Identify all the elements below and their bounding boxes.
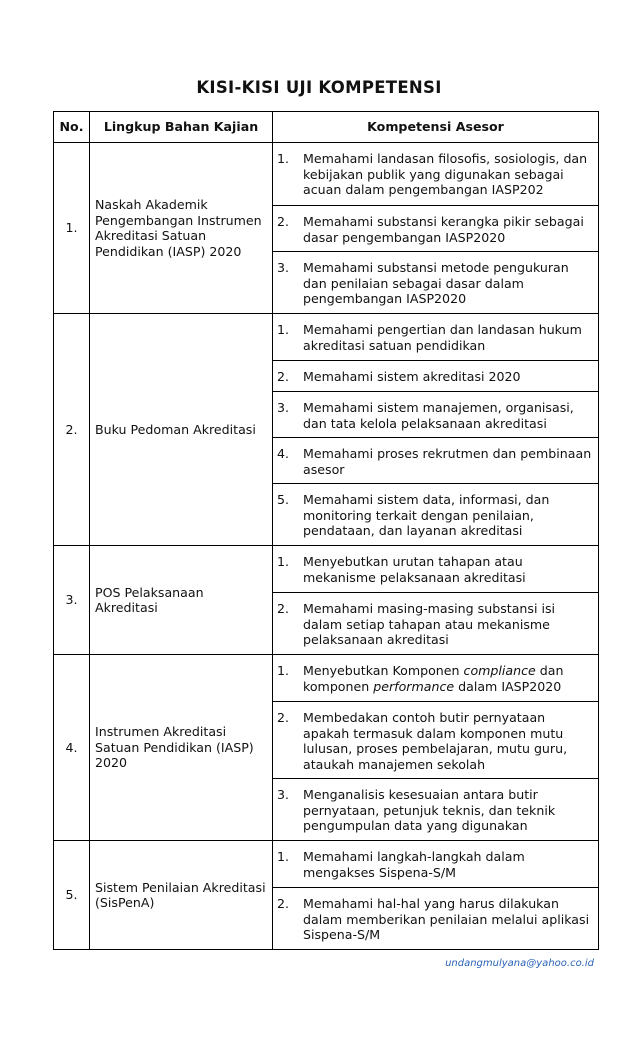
footer-email: undangmulyana@yahoo.co.id	[445, 958, 594, 969]
row-competencies	[273, 841, 599, 950]
header-no: No.	[54, 112, 90, 143]
table-row	[54, 546, 599, 655]
row-scope: Buku Pedoman Akreditasi	[90, 314, 273, 546]
competency-item-number: 4.	[277, 446, 290, 461]
competency-item-text: Memahami proses rekrutmen dan pembinaan asesor	[303, 446, 592, 477]
row-scope: POS Pelaksanaan Akreditasi	[90, 546, 273, 655]
competency-item-number: 1.	[277, 554, 290, 569]
table-row	[54, 841, 599, 950]
competency-item-text: Memahami sistem data, informasi, dan monitoring terkait dengan penilaian, pendataan, dan layanan akreditasi	[303, 492, 550, 538]
table-row	[54, 143, 599, 314]
table-row	[54, 655, 599, 841]
competency-item-number: 1.	[277, 322, 290, 337]
competency-item	[273, 546, 598, 592]
document-title: KISI-KISI UJI KOMPETENSI	[196, 78, 442, 97]
competency-item-text: Memahami sistem manajemen, organisasi, dan tata kelola pelaksanaan akreditasi	[303, 400, 574, 431]
row-competencies	[273, 143, 599, 314]
competency-item-text: Menyebutkan urutan tahapan atau mekanisme pelaksanaan akreditasi	[303, 554, 526, 585]
competency-item-text: Memahami substansi metode pengukuran dan penilaian sebagai dasar dalam pengembangan IASP2020	[303, 260, 569, 306]
italic-term: performance	[373, 678, 455, 694]
text-segment: dalam IASP2020	[454, 678, 562, 694]
header-scope: Lingkup Bahan Kajian	[90, 112, 273, 143]
row-number: 4.	[54, 655, 90, 841]
competency-item-text: Menganalisis kesesuaian antara butir pernyataan, petunjuk teknis, dan teknik pengumpulan data yang digunakan	[303, 787, 556, 833]
competency-item	[273, 592, 598, 654]
competency-item-number: 1.	[277, 849, 290, 864]
competency-item	[273, 251, 598, 313]
table-row	[54, 314, 599, 546]
competency-item-number: 5.	[277, 492, 290, 507]
competency-table	[53, 111, 599, 950]
competency-item	[273, 314, 598, 360]
row-number: 2.	[54, 314, 90, 546]
header-competency: Kompetensi Asesor	[273, 112, 599, 143]
competency-item-number: 2.	[277, 896, 290, 911]
competency-item-text: Membedakan contoh butir pernyataan apakah termasuk dalam komponen mutu lulusan, proses pembelajaran, mutu guru, ataukah manajemen sekolah	[303, 710, 568, 772]
text-segment: dan komponen	[303, 663, 564, 694]
row-competencies	[273, 546, 599, 655]
competency-item-text: Memahami sistem akreditasi 2020	[303, 369, 521, 384]
competency-item-number: 3.	[277, 787, 290, 802]
row-number: 5.	[54, 841, 90, 950]
competency-item	[273, 887, 598, 949]
competency-item-number: 2.	[277, 601, 290, 616]
competency-item-number: 1.	[277, 151, 290, 166]
competency-item	[273, 437, 598, 483]
row-competencies	[273, 655, 599, 841]
competency-item	[273, 205, 598, 251]
competency-item-text: Memahami substansi kerangka pikir sebagai dasar pengembangan IASP2020	[303, 214, 584, 245]
competency-item	[273, 655, 598, 701]
row-number: 3.	[54, 546, 90, 655]
competency-item-number: 2.	[277, 710, 290, 725]
competency-item	[273, 841, 598, 887]
competency-item-number: 2.	[277, 214, 290, 229]
competency-item	[273, 778, 598, 840]
row-competencies	[273, 314, 599, 546]
row-scope: Instrumen Akreditasi Satuan Pendidikan (IASP) 2020	[90, 655, 273, 841]
competency-item	[273, 360, 598, 391]
competency-item	[273, 391, 598, 437]
competency-item-text: Memahami masing-masing substansi isi dalam setiap tahapan atau mekanisme pelaksanaan akreditasi	[303, 601, 556, 647]
italic-term: compliance	[463, 663, 536, 678]
competency-item-text: Memahami langkah-langkah dalam mengakses Sispena-S/M	[303, 849, 525, 880]
competency-item	[273, 483, 598, 545]
competency-item-text: Memahami pengertian dan landasan hukum akreditasi satuan pendidikan	[303, 322, 582, 353]
competency-item-text: Memahami hal-hal yang harus dilakukan dalam memberikan penilaian melalui aplikasi Sispena-S/M	[303, 896, 590, 942]
table-header-row	[54, 112, 599, 143]
competency-item-text: Memahami landasan filosofis, sosiologis, dan kebijakan publik yang digunakan sebagai acuan dalam pengembangan IASP202	[303, 151, 588, 197]
competency-item	[273, 701, 598, 778]
competency-item-number: 3.	[277, 260, 290, 275]
competency-item-number: 2.	[277, 369, 290, 384]
competency-item-text	[303, 663, 594, 701]
row-number: 1.	[54, 143, 90, 314]
row-scope: Naskah Akademik Pengembangan Instrumen Akreditasi Satuan Pendidikan (IASP) 2020	[90, 143, 273, 314]
table-body	[54, 143, 599, 950]
competency-item	[273, 143, 598, 205]
text-segment: Menyebutkan Komponen	[303, 663, 464, 678]
row-scope: Sistem Penilaian Akreditasi (SisPenA)	[90, 841, 273, 950]
competency-item-number: 3.	[277, 400, 290, 415]
competency-item-number: 1.	[277, 663, 290, 678]
